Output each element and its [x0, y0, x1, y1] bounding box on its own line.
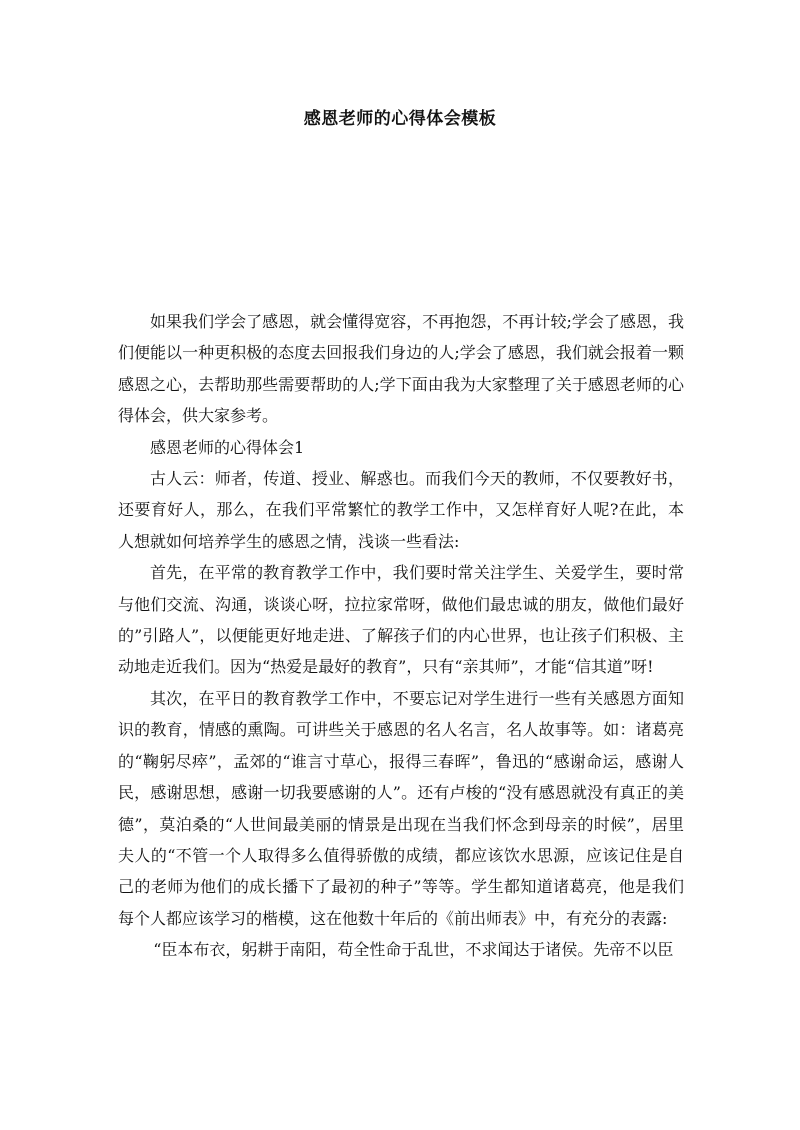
quote-paragraph: “臣本布衣，躬耕于南阳，苟全性命于乱世，不求闻达于诸侯。先帝不以臣 [153, 940, 674, 960]
body-paragraph: 古人云：师者，传道、授业、解惑也。而我们今天的教师，不仅要教好书，还要育好人，那么，在我们平常繁忙的教学工作中，又怎样育好人呢?在此，本人想就如何培养学生的感恩之情，浅谈一些看法: [118, 469, 684, 551]
document-title: 感恩老师的心得体会模板 [303, 109, 497, 129]
body-paragraph: 首先，在平常的教育教学工作中，我们要时常关注学生、关爱学生，要时常与他们交流、沟通，谈谈心呀，拉拉家常呀，做他们最忠诚的朋友，做他们最好的”引路人”，以便能更好地走进、了解孩子们的内心世界，也让孩子们积极、主动地走近我们。因为“热爱是最好的教育”，只有“亲其师”，才能“信其道”呀! [118, 563, 684, 677]
body-paragraph: 其次，在平日的教育教学工作中，不要忘记对学生进行一些有关感恩方面知识的教育，情感的熏陶。可讲些关于感恩的名人名言，名人故事等。如：诸葛亮的“鞠躬尽瘁”，孟郊的“谁言寸草心，报得三春晖”，鲁迅的“感谢命运，感谢人民，感谢思想，感谢一切我要感谢的人”。还有卢梭的“没有感恩就没有真正的美德”，莫泊桑的“人世间最美丽的情景是出现在当我们怀念到母亲的时候”，居里夫人的“不管一个人取得多么值得骄傲的成绩，都应该饮水思源，应该记住是自己的老师为他们的成长播下了最初的种子”等等。学生都知道诸葛亮，他是我们每个人都应该学习的楷模，这在他数十年后的《前出师表》中，有充分的表露: [118, 688, 684, 928]
intro-paragraph: 如果我们学会了感恩，就会懂得宽容，不再抱怨，不再计较;学会了感恩，我们便能以一种更积极的态度去回报我们身边的人;学会了感恩，我们就会报着一颗感恩之心，去帮助那些需要帮助的人;学下面由我为大家整理了关于感恩老师的心得体会，供大家参考。 [118, 312, 684, 426]
section-heading: 感恩老师的心得体会1 [150, 437, 305, 457]
document-body [118, 306, 684, 966]
